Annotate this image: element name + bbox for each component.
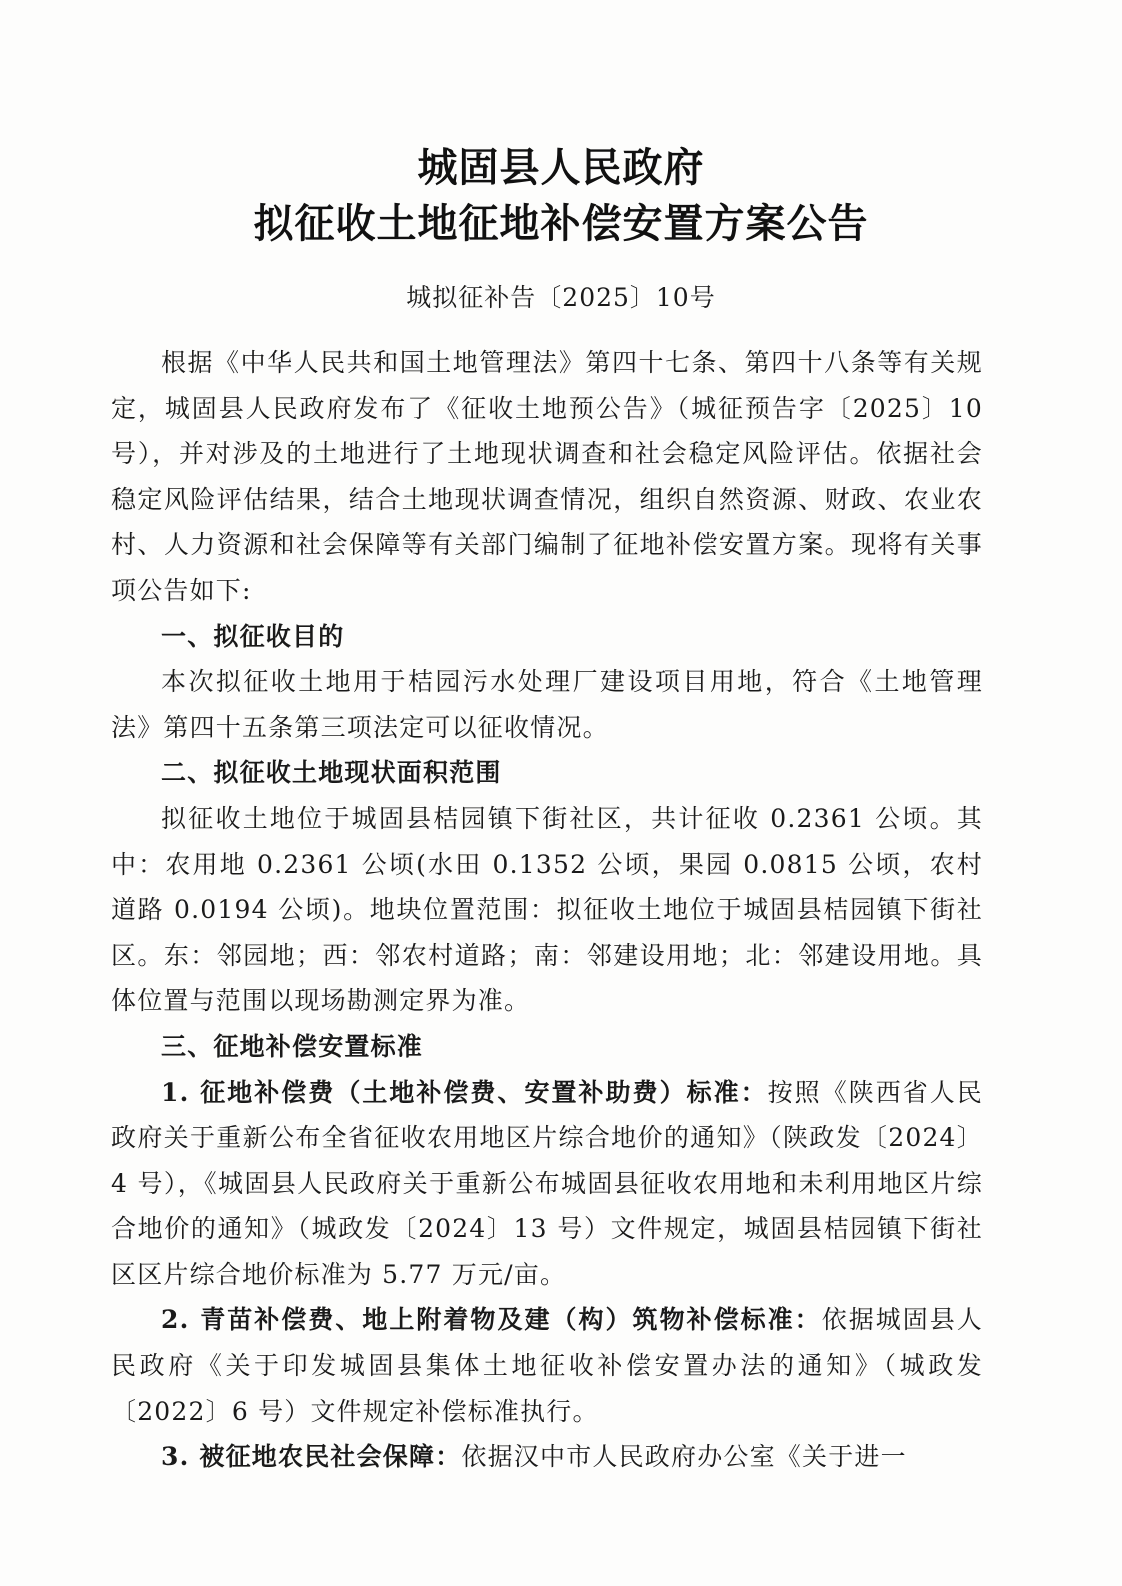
item-social-security (111, 1434, 983, 1480)
document-body (111, 340, 983, 1480)
item-crop-compensation (111, 1297, 983, 1434)
section-text-purpose: 本次拟征收土地用于桔园污水处理厂建设项目用地，符合《土地管理法》第四十五条第三项法定可以征收情况。 (111, 667, 983, 742)
item-lead-social-security: 3. 被征地农民社会保障： (161, 1442, 462, 1472)
document-number: 城拟征补告〔2025〕10号 (406, 283, 716, 312)
item-lead-land-compensation: 1. 征地补偿费（土地补偿费、安置补助费）标准： (161, 1077, 768, 1107)
section-text-area: 拟征收土地位于城固县桔园镇下街社区，共计征收 0.2361 公顷。其中：农用地 0.2361 公顷(水田 0.1352 公顷，果园 0.0815 公顷，农村道路 0.0194 公顷)。地块位置范围：拟征收土地位于城固县桔园镇下街社区。东：邻园地；西：邻农村道路；南：邻建设用地；北：邻建设用地。具体位置与范围以现场勘测定界为准。 (111, 803, 983, 1016)
item-lead-crop-compensation: 2. 青苗补偿费、地上附着物及建（构）筑物补偿标准： (161, 1305, 822, 1335)
item-text-crop-compensation: 依据城固县人民政府《关于印发城固县集体土地征收补偿安置办法的通知》（城政发〔2022〕6 号）文件规定补偿标准执行。 (111, 1305, 983, 1426)
section-heading-area: 二、拟征收土地现状面积范围 (161, 758, 502, 788)
title-line-2: 拟征收土地征地补偿安置方案公告 (253, 201, 869, 247)
item-land-compensation (111, 1070, 983, 1298)
title-line-1: 城固县人民政府 (417, 145, 705, 191)
section-heading-standards: 三、征地补偿安置标准 (161, 1031, 424, 1061)
section-heading-purpose: 一、拟征收目的 (161, 621, 345, 651)
item-text-social-security: 依据汉中市人民政府办公室《关于进一 (461, 1442, 907, 1472)
item-text-land-compensation: 按照《陕西省人民政府关于重新公布全省征收农用地区片综合地价的通知》（陕政发〔2024〕4 号），《城固县人民政府关于重新公布城固县征收农用地和未利用地区片综合地价的通知》（城政发〔2024〕13 号）文件规定，城固县桔园镇下街社区区片综合地价标准为 5.77 万元/亩。 (111, 1077, 983, 1289)
document-title (0, 140, 1122, 252)
intro-paragraph: 根据《中华人民共和国土地管理法》第四十七条、第四十八条等有关规定，城固县人民政府发布了《征收土地预公告》（城征预告字〔2025〕10 号），并对涉及的土地进行了土地现状调查和社会稳定风险评估。依据社会稳定风险评估结果，结合土地现状调查情况，组织自然资源、财政、农业农村、人力资源和社会保障等有关部门编制了征地补偿安置方案。现将有关事项公告如下: (111, 348, 983, 605)
